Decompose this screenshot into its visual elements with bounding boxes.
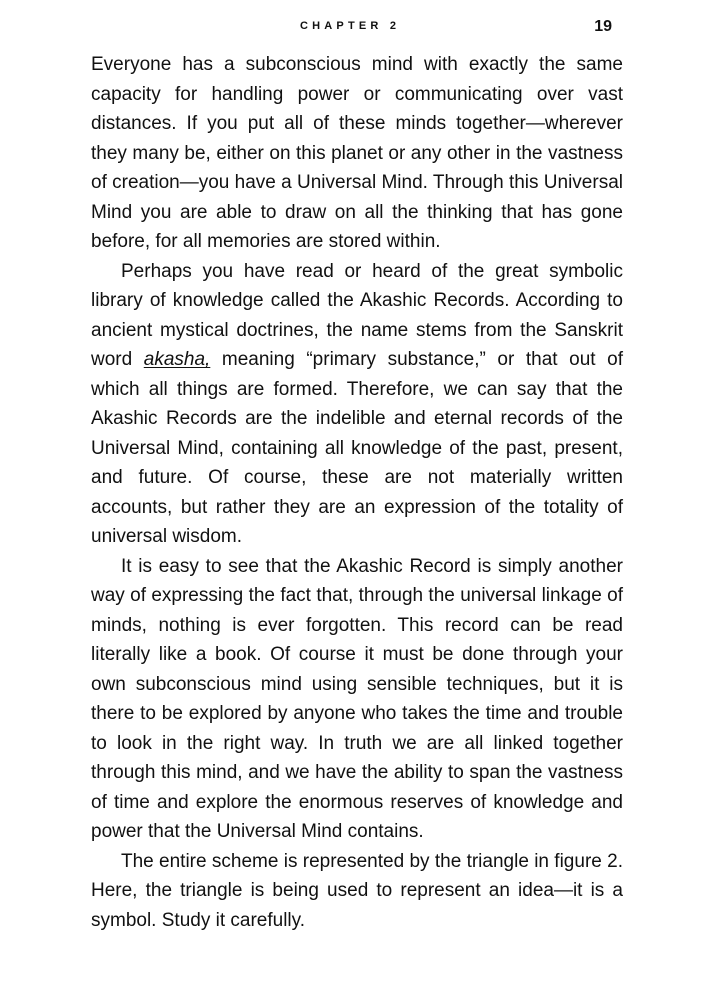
paragraph-2 [91, 257, 623, 552]
body-text [91, 50, 623, 935]
paragraph-2-text-before: Perhaps you have read or heard of the great symbolic library of knowledge called the Akashic Records. According to ancient mystical doctrines, the name stems from the Sanskrit word [91, 260, 623, 370]
chapter-label: CHAPTER 2 [300, 20, 401, 32]
sanskrit-term: akasha, [143, 349, 211, 370]
paragraph-2-text-after: meaning “primary substance,” or that out of which all things are formed. Therefore, we can say that the Akashic Records are the indelible and eternal records of the Universal Mind, containing all knowledge of the past, present, and future. Of course, these are not materially written accounts, but rather they are an expression of the totality of universal wisdom. [91, 349, 623, 547]
paragraph-3: It is easy to see that the Akashic Record is simply another way of expressing the fact that, through the universal linkage of minds, nothing is ever forgotten. This record can be read literally like a book. Of course it must be done through your own subconscious mind using sensible techniques, but it is there to be explored by anyone who takes the time and trouble to look in the right way. In truth we are all linked together through this mind, and we have the ability to span the vastness of time and explore the enormous reserves of knowledge and power that the Universal Mind contains. [91, 555, 623, 842]
paragraph-1: Everyone has a subconscious mind with exactly the same capacity for handling power or communicating over vast distances. If you put all of these minds together—wherever they many be, either on this planet or any other in the vastness of creation—you have a Universal Mind. Through this Universal Mind you are able to draw on all the thinking that has gone before, for all memories are stored within. [91, 54, 623, 252]
paragraph-4: The entire scheme is represented by the triangle in figure 2. Here, the triangle is being used to represent an idea—it is a symbol. Study it carefully. [91, 850, 623, 931]
running-head [0, 18, 715, 40]
page-number: 19 [594, 18, 612, 35]
